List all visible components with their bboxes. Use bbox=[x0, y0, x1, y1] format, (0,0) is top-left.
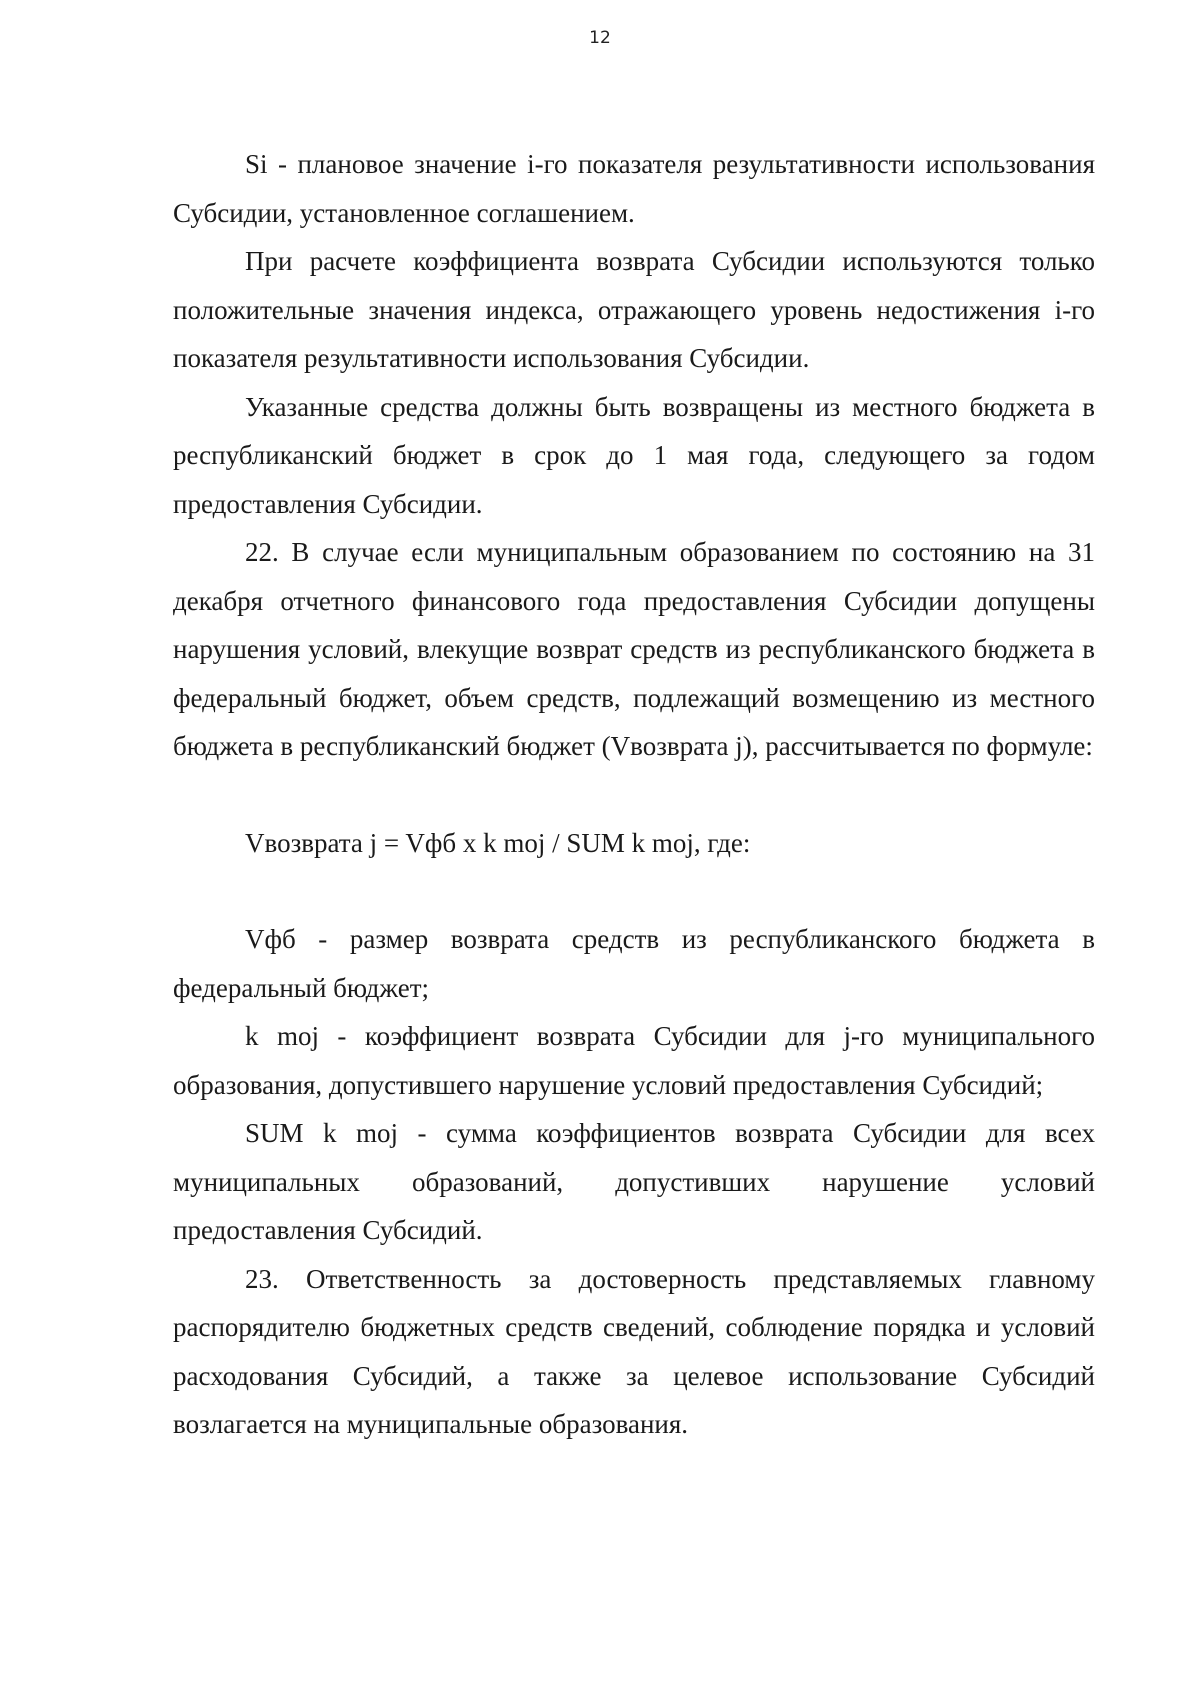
definition-vfb: Vфб - размер возврата средств из республиканского бюджета в федеральный бюджет; bbox=[173, 924, 1095, 1003]
paragraph-23: 23. Ответственность за достоверность представляемых главному распорядителю бюджетных средств сведений, соблюдение порядка и условий расходования Субсидий, а также за целевое использование Субсидий возлагается на муниципальные образования. bbox=[173, 1263, 1095, 1439]
definition-k-moj: k moj - коэффициент возврата Субсидии для j-го муниципального образования, допустившего нарушение условий предоставления Субсидий; bbox=[173, 1021, 1095, 1100]
formula-return-volume: Vвозврата j = Vфб x k moj / SUM k moj, где: bbox=[245, 827, 751, 858]
definition-sum-k-moj: SUM k moj - сумма коэффициентов возврата Субсидии для всех муниципальных образований, допустивших нарушение условий предоставления Субсидий. bbox=[173, 1118, 1095, 1245]
paragraph-coefficient-note: При расчете коэффициента возврата Субсидии используются только положительные значения индекса, отражающего уровень недостижения i-го показателя результативности использования Субсидии. bbox=[173, 246, 1095, 373]
page-number: 12 bbox=[589, 28, 611, 48]
document-body bbox=[173, 140, 1095, 1449]
paragraph-si-definition: Si - плановое значение i-го показателя результативности использования Субсидии, установленное соглашением. bbox=[173, 149, 1095, 228]
paragraph-return-deadline: Указанные средства должны быть возвращены из местного бюджета в республиканский бюджет в срок до 1 мая года, следующего за годом предоставления Субсидии. bbox=[173, 391, 1095, 519]
paragraph-22: 22. В случае если муниципальным образованием по состоянию на 31 декабря отчетного финансового года предоставления Субсидии допущены нарушения условий, влекущие возврат средств из республиканского бюджета в федеральный бюджет, объем средств, подлежащий возмещению из местного бюджета в республиканский бюджет (Vвозврата j), рассчитывается по формуле: bbox=[173, 537, 1095, 761]
